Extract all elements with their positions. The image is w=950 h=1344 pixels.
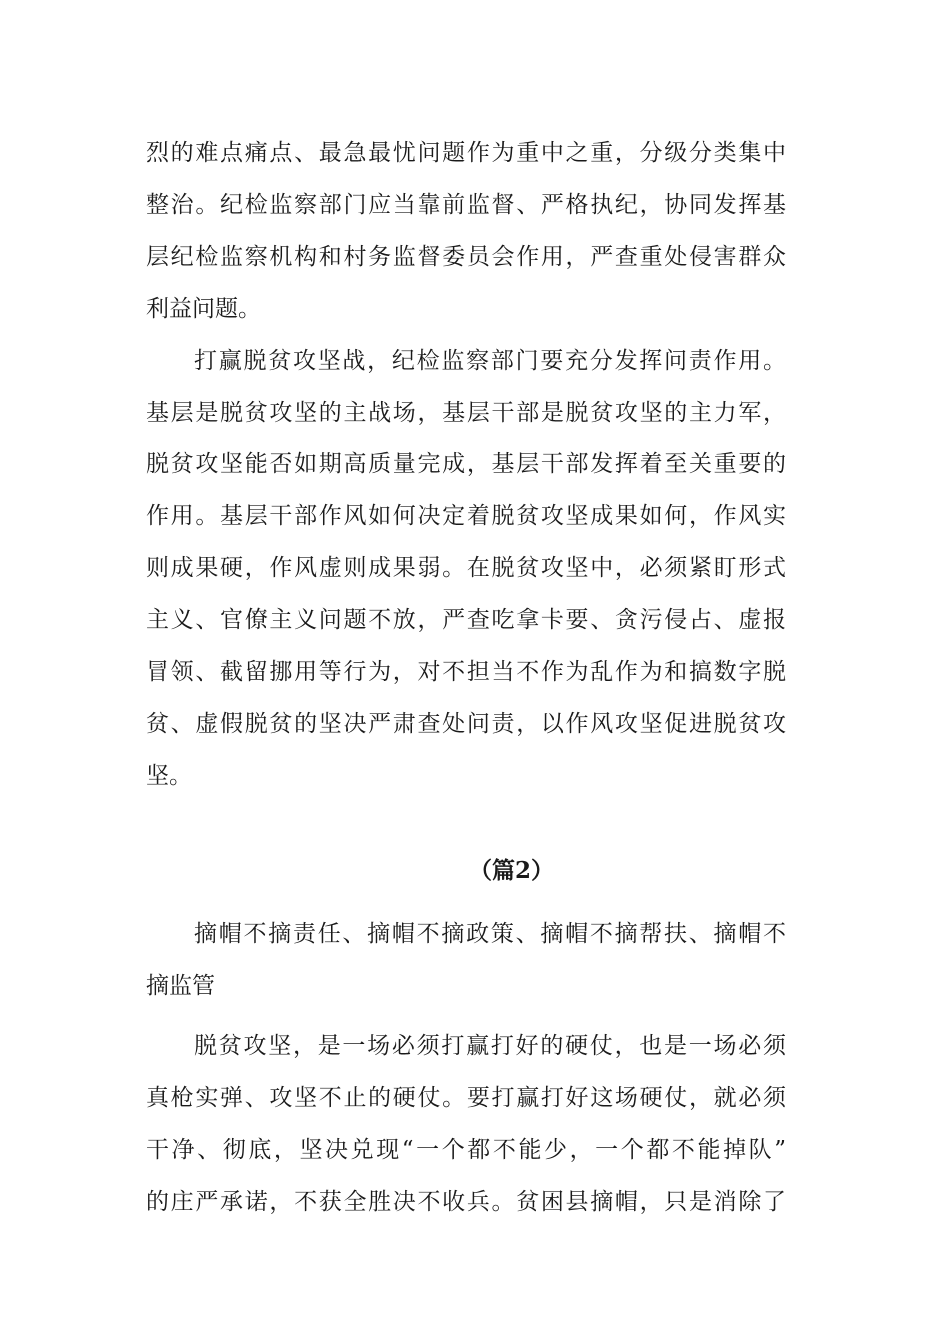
paragraph-line: 层纪检监察机构和村务监督委员会作用，严查重处侵害群众 bbox=[146, 244, 786, 270]
paragraph-line: 摘帽不摘责任、摘帽不摘政策、摘帽不摘帮扶、摘帽不 bbox=[194, 921, 786, 947]
paragraph-line: 冒领、截留挪用等行为，对不担当不作为乱作为和搞数字脱 bbox=[146, 659, 786, 685]
paragraph-line: 脱贫攻坚，是一场必须打赢打好的硬仗，也是一场必须 bbox=[194, 1033, 786, 1059]
paragraph-line: 利益问题。 bbox=[146, 296, 261, 322]
paragraph-line: 贫、虚假脱贫的坚决严肃查处问责，以作风攻坚促进脱贫攻 bbox=[146, 711, 786, 737]
paragraph-line: 摘监管 bbox=[146, 973, 215, 999]
paragraph-line: 整治。纪检监察部门应当靠前监督、严格执纪，协同发挥基 bbox=[146, 192, 786, 218]
paragraph-line: 烈的难点痛点、最急最忧问题作为重中之重，分级分类集中 bbox=[146, 140, 786, 166]
paragraph-line: 脱贫攻坚能否如期高质量完成，基层干部发挥着至关重要的 bbox=[146, 451, 786, 477]
paragraph-line: 真枪实弹、攻坚不止的硬仗。要打赢打好这场硬仗，就必须 bbox=[146, 1085, 786, 1111]
paragraph-line: 坚。 bbox=[146, 763, 192, 789]
paragraph-line: 打赢脱贫攻坚战，纪检监察部门要充分发挥问责作用。 bbox=[194, 348, 786, 374]
paragraph-line: 则成果硬，作风虚则成果弱。在脱贫攻坚中，必须紧盯形式 bbox=[146, 555, 786, 581]
paragraph-line: 基层是脱贫攻坚的主战场，基层干部是脱贫攻坚的主力军， bbox=[146, 400, 786, 426]
paragraph-line: 的庄严承诺，不获全胜决不收兵。贫困县摘帽，只是消除了 bbox=[146, 1189, 786, 1215]
paragraph-line: 作用。基层干部作风如何决定着脱贫攻坚成果如何，作风实 bbox=[146, 503, 786, 529]
paragraph-line: 主义、官僚主义问题不放，严查吃拿卡要、贪污侵占、虚报 bbox=[146, 607, 786, 633]
section-heading: （篇2） bbox=[468, 857, 554, 884]
paragraph-line: 干净、彻底，坚决兑现“一个都不能少，一个都不能掉队” bbox=[146, 1137, 786, 1163]
